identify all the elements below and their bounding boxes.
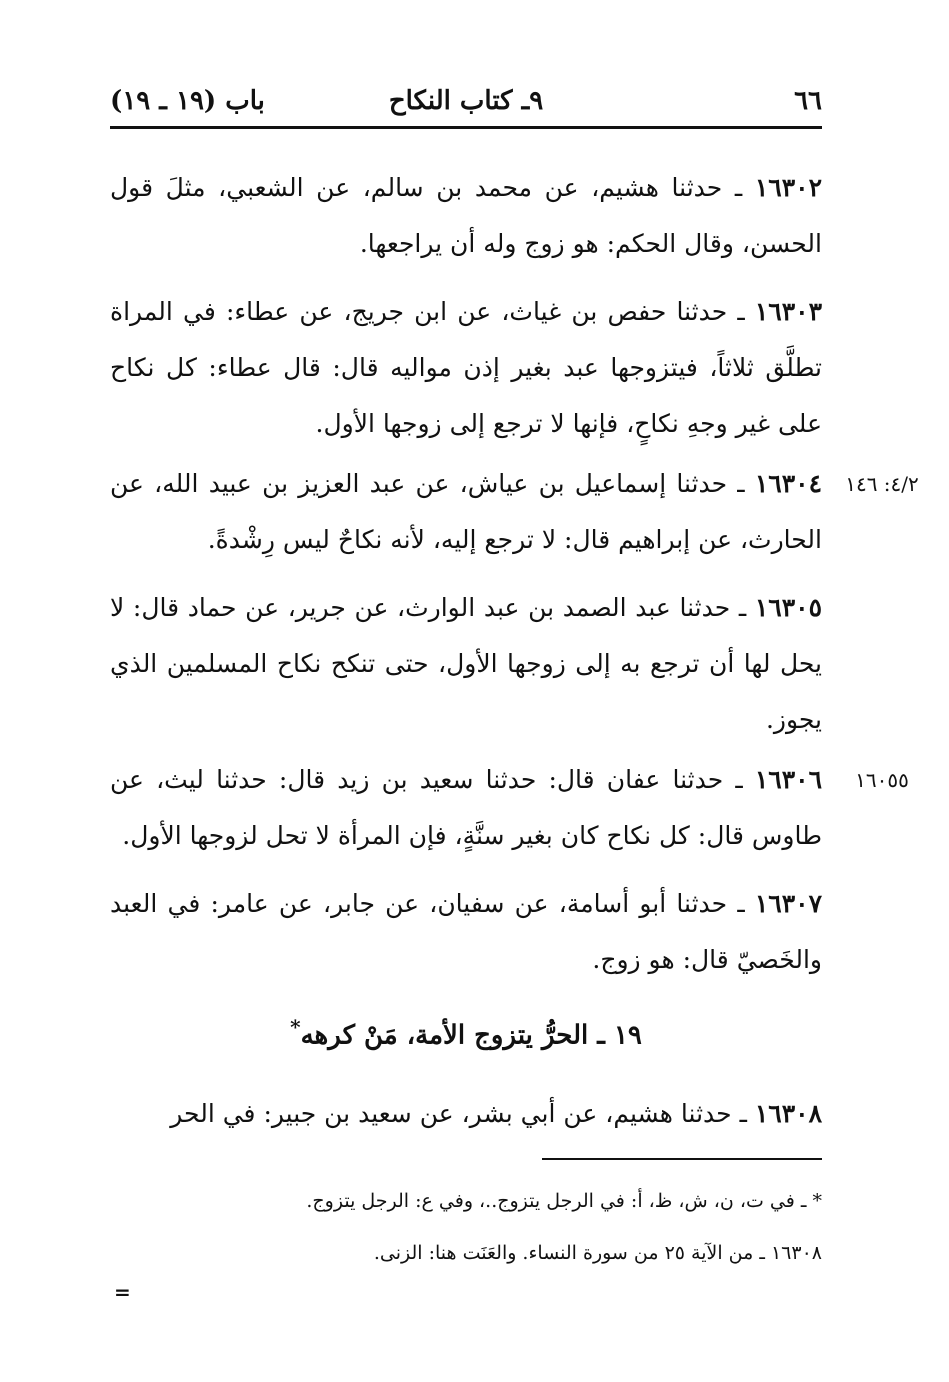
entry-number: ١٦٣٠٥	[754, 593, 822, 622]
chapter-reference: باب (١٩ ـ ١٩)	[110, 86, 265, 116]
section-title: ١٩ ـ الحرُّ يتزوج الأمة، مَنْ كرهه	[300, 1020, 642, 1051]
entry-number: ١٦٣٠٢	[754, 173, 822, 202]
footnote-marker: *	[290, 1015, 301, 1039]
hadith-entry-16308	[110, 1086, 822, 1142]
entry-text: ـ حدثنا أبو أسامة، عن سفيان، عن جابر، عن عامر: في العبد والخَصيّ قال: هو زوج.	[110, 889, 822, 974]
entry-number: ١٦٣٠٤	[754, 469, 822, 498]
footnote-divider	[542, 1158, 822, 1160]
entry-number: ١٦٣٠٣	[754, 297, 822, 326]
page-number: ٦٦	[794, 86, 822, 116]
hadith-entry-16306	[110, 752, 822, 864]
entry-text: ـ حدثنا هشيم، عن أبي بشر، عن سعيد بن جبير: في الحر	[170, 1099, 747, 1128]
margin-reference: ١٦٠٥٥	[855, 768, 909, 792]
hadith-entry-16303	[110, 284, 822, 452]
hadith-entry-16307	[110, 876, 822, 988]
entry-number: ١٦٣٠٧	[754, 889, 823, 918]
hadith-entry-16305	[110, 580, 822, 748]
footnote: ١٦٣٠٨ ـ من الآية ٢٥ من سورة النساء. والعَنَت هنا: الزنى.	[373, 1242, 822, 1264]
entry-number: ١٦٣٠٦	[754, 765, 822, 794]
entry-text: ـ حدثنا حفص بن غياث، عن ابن جريج، عن عطاء: في المراة تطلَّق ثلاثاً، فيتزوجها عبد بغير إذن مواليه قال: قال عطاء: كل نكاح على غير وجهِ نكاحٍ، فإنها لا ترجع إلى زوجها الأول.	[110, 297, 822, 438]
entry-text: ـ حدثنا هشيم، عن محمد بن سالم، عن الشعبي، مثلَ قول الحسن، وقال الحكم: هو زوج وله أن يراجعها.	[110, 173, 822, 258]
entry-text: ـ حدثنا عفان قال: حدثنا سعيد بن زيد قال: حدثنا ليث، عن طاوس قال: كل نكاح كان بغير سنَّةٍ، فإن المرأة لا تحل لزوجها الأول.	[110, 765, 822, 850]
hadith-entry-16302	[110, 160, 822, 272]
book-title: ٩ـ كتاب النكاح	[388, 86, 544, 116]
continuation-mark: =	[114, 1280, 131, 1304]
entry-number: ١٦٣٠٨	[754, 1099, 822, 1128]
section-heading	[110, 1015, 822, 1051]
page-header	[110, 82, 822, 124]
header-divider	[110, 126, 822, 129]
margin-reference: ٤/٢: ١٤٦	[845, 472, 919, 496]
footnote: * ـ في ت، ن، ش، ظ، أ: في الرجل يتزوج..، وفي ع: الرجل يتزوج.	[306, 1190, 822, 1212]
entry-text: ـ حدثنا عبد الصمد بن عبد الوارث، عن جرير، عن حماد قال: لا يحل لها أن ترجع به إلى زوجها الأول، حتى تنكح نكاح المسلمين الذي يجوز.	[110, 593, 822, 734]
entry-text: ـ حدثنا إسماعيل بن عياش، عن عبد العزيز بن عبيد الله، عن الحارث، عن إبراهيم قال: لا ترجع إليه، لأنه نكاحٌ ليس رِشْدةً.	[110, 469, 822, 554]
hadith-entry-16304	[110, 456, 822, 568]
